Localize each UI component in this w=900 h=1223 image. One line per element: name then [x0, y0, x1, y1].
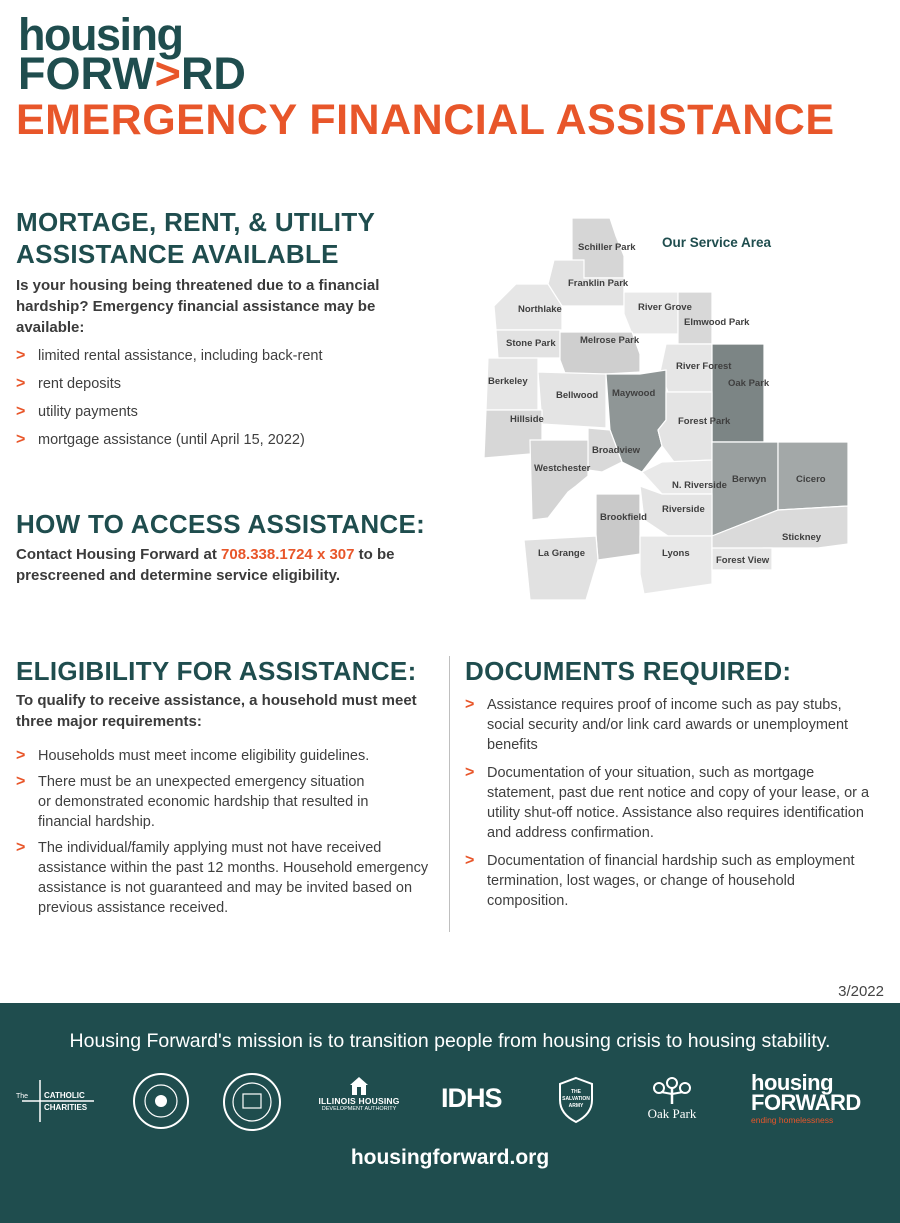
logo-rd: RD [180, 48, 246, 99]
documents-section [465, 655, 880, 911]
town-of-cicero-seal [132, 1072, 190, 1130]
map-label: Northlake [518, 304, 562, 315]
website-link[interactable]: housingforward.org [350, 1146, 550, 1169]
eligibility-lead: To qualify to receive assistance, a household must meet three major requirements: [16, 692, 417, 730]
logo-line-housing: housing [18, 9, 183, 60]
cross-icon [16, 1078, 98, 1124]
documents-heading: DOCUMENTS REQUIRED: [465, 656, 792, 686]
map-label: River Grove [638, 302, 692, 313]
map-label: Lyons [662, 548, 690, 559]
house-icon [349, 1076, 369, 1096]
mission-statement: Housing Forward's mission is to transition people from housing crisis to housing stability. [69, 1030, 831, 1052]
list-item: > rent deposits [16, 375, 122, 392]
logo-forw: FORW [18, 48, 155, 99]
assistance-lead: Is your housing being threatened due to a financial hardship? Emergency financial assistance may be available: [16, 277, 380, 336]
access-section [16, 508, 436, 586]
map-label: Forest Park [678, 416, 731, 427]
map-region-la-grange [524, 536, 598, 600]
map-region-oak-park [712, 344, 764, 442]
map-label: La Grange [538, 548, 585, 559]
access-text: Contact Housing Forward at 708.338.1724 x 307 to be prescreened and determine service eligibility. [16, 546, 395, 584]
chevron-right-icon: > [16, 431, 26, 448]
map-label: Broadview [592, 445, 641, 456]
map-region-forest-park [658, 392, 712, 462]
access-heading: HOW TO ACCESS ASSISTANCE: [16, 509, 426, 539]
chevron-right-icon: > [465, 696, 475, 713]
list-item: > utility payments [16, 403, 138, 420]
housing-forward-logo [18, 9, 246, 99]
column-divider [449, 656, 450, 932]
map-label: Riverside [662, 504, 705, 515]
assistance-heading-line2: ASSISTANCE AVAILABLE [16, 239, 339, 269]
date-stamp: 3/2022 [838, 983, 884, 1000]
map-label: N. Riverside [672, 480, 727, 491]
list-item: > Documentation of financial hardship such as employment termination, lost wages, or change of household composition. [465, 852, 855, 909]
idhs-logo: IDHS [441, 1083, 502, 1113]
list-item: > The individual/family applying must not have received assistance within the past 12 months. Household emergency assistance is not guaranteed and may be invited based on previous assistance received. [16, 839, 429, 916]
map-label: Melrose Park [580, 335, 640, 346]
ihda-logo: ILLINOIS HOUSING DEVELOPMENT AUTHORITY [312, 1076, 406, 1120]
chevron-right-icon: > [465, 852, 475, 869]
map-label: Hillside [510, 414, 544, 425]
map-region-river-grove [624, 292, 678, 334]
map-label: Stickney [782, 532, 822, 543]
logo-arrow-icon: > [154, 48, 181, 99]
map-label: Maywood [612, 388, 656, 399]
assistance-section [16, 206, 436, 450]
map-label: Forest View [716, 555, 770, 566]
map-region-lyons [640, 536, 712, 594]
eligibility-section [16, 655, 432, 918]
catholic-charities-logo: The CATHOLIC CHARITIES [16, 1078, 98, 1124]
map-region-brookfield [596, 494, 640, 560]
cook-county-seal [222, 1072, 282, 1132]
map-label: Bellwood [556, 390, 599, 401]
map-label: Franklin Park [568, 278, 629, 289]
list-item: > limited rental assistance, including back-rent [16, 347, 323, 364]
logo-line-forward [18, 48, 246, 99]
map-label: Elmwood Park [684, 317, 750, 328]
page-title: EMERGENCY FINANCIAL ASSISTANCE [16, 96, 835, 144]
map-label: Berkeley [488, 376, 528, 387]
map-label: Stone Park [506, 338, 556, 349]
chevron-right-icon: > [16, 839, 26, 856]
eligibility-heading: ELIGIBILITY FOR ASSISTANCE: [16, 656, 417, 686]
chevron-right-icon: > [16, 375, 26, 392]
list-item: > mortgage assistance (until April 15, 2022) [16, 431, 305, 448]
map-label: Brookfield [600, 512, 647, 523]
map-label: Oak Park [728, 378, 770, 389]
eligibility-list [16, 746, 432, 918]
documents-list [465, 695, 880, 911]
list-item: > There must be an unexpected emergency situation or demonstrated economic hardship that resulted in financial hardship. [16, 773, 369, 830]
list-item: > Assistance requires proof of income such as pay stubs, social security and/or link card awards or unemployment benefits [465, 696, 849, 753]
chevron-right-icon: > [16, 773, 26, 790]
oak-tree-icon [645, 1074, 699, 1104]
map-region-westchester [530, 440, 588, 520]
list-item: > Documentation of your situation, such as mortgage statement, past due rent notice and copy of your lease, or a utility shut-off notice. Assistance also requires identification and address confirmation. [465, 764, 870, 841]
chevron-right-icon: > [465, 764, 475, 781]
map-label: Schiller Park [578, 242, 636, 253]
salvation-army-shield: THE SALVATION ARMY [556, 1076, 596, 1124]
map-title: Our Service Area [662, 235, 772, 250]
map-label: Berwyn [732, 474, 767, 485]
assistance-list [16, 346, 436, 450]
list-item: > Households must meet income eligibility guidelines. [16, 747, 370, 764]
phone-number[interactable]: 708.338.1724 x 307 [221, 546, 355, 563]
oak-park-logo: Oak Park [632, 1074, 712, 1124]
housing-forward-footer-logo: housing FORWARD ending homelessness [751, 1070, 861, 1125]
map-label: Westchester [534, 463, 591, 474]
assistance-heading-line1: MORTAGE, RENT, & UTILITY [16, 207, 376, 237]
chevron-right-icon: > [16, 403, 26, 420]
service-area-map [476, 214, 852, 610]
chevron-right-icon: > [16, 747, 26, 764]
chevron-right-icon: > [16, 347, 26, 364]
map-label: River Forest [676, 361, 732, 372]
map-label: Cicero [796, 474, 826, 485]
